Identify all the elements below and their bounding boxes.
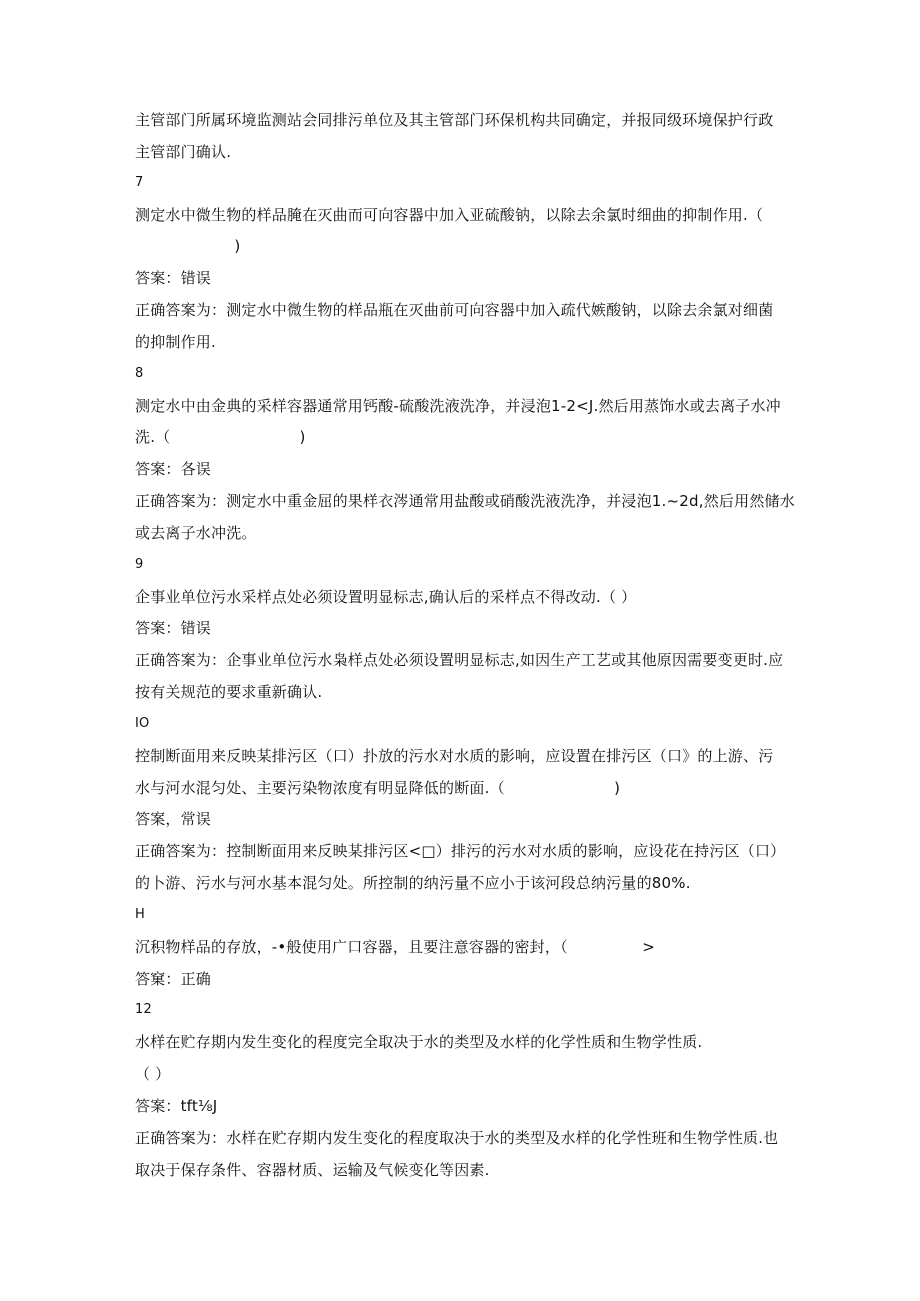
answer-text: 答案：各误 — [135, 460, 212, 478]
correct-answer-text: 的卜游、污水与河水基本混匀处。所控制的纳污量不应小于该河段总纳污量的80%. — [135, 874, 691, 892]
question-text: 水样在贮存期内发生变化的程度完全取决于水的类型及水样的化学性质和生物学性质. — [135, 1033, 703, 1051]
question-number: 7 — [135, 175, 144, 190]
question-text: 沉积物样品的存放，-•般使用广口容器，且要注意容器的密封，（ > — [135, 938, 656, 956]
correct-answer-text: 正确答案为：控制断面用来反映某排污区<□）排污的污水对水质的影响，应设花在持污区（口） — [135, 842, 786, 860]
correct-answer-text: 按有关规范的要求重新确认. — [135, 683, 323, 701]
question-number: H — [135, 907, 145, 922]
question-text: 测定水中由金典的采样容器通常用钙酸-硫酸洗液洗净，并浸泡1-2<J.然后用蒸饰水或去离子水冲 — [135, 397, 781, 415]
answer-text: 答案，常误 — [135, 810, 212, 828]
correct-answer-text: 取决于保存条件、容器材质、运输及气候变化等因素. — [135, 1161, 490, 1179]
question-text: （ ） — [135, 1065, 171, 1083]
question-text: 企事业单位污水采样点处必须设置明显标志,确认后的采样点不得改动.（ ） — [135, 588, 637, 606]
intro-line: 主管部门所属环境监测站会同排污单位及其主管部门环保机构共同确定，并报同级环境保护行政 — [135, 111, 774, 129]
question-number: 9 — [135, 557, 144, 572]
correct-answer-text: 正确答案为：水样在贮存期内发生变化的程度取决于水的类型及水样的化学性班和生物学性质.也 — [135, 1129, 779, 1147]
answer-text: 答案：tft⅛J — [135, 1097, 218, 1115]
answer-text: 答案：错误 — [135, 269, 212, 287]
question-text: ) — [135, 237, 241, 255]
question-text: 水与河水混匀处、主要污染物浓度有明显降低的断面.（ ) — [135, 779, 621, 797]
correct-answer-text: 的抑制作用. — [135, 333, 216, 351]
intro-line: 主管部门确认. — [135, 143, 232, 161]
correct-answer-text: 正确答案为：企事业单位污水枭样点处必须设置明显标志,如因生产工艺或其他原因需要变更时.应 — [135, 651, 784, 669]
answer-text: 答窠：正确 — [135, 970, 212, 988]
question-number: IO — [135, 716, 150, 731]
question-text: 控制断面用来反映某排污区（口）扑放的污水对水质的影响，应设置在排污区（口》的上游、污 — [135, 747, 774, 765]
correct-answer-text: 正确答案为：测定水中重金屈的果样衣涔通常用盐酸或硝酸洗液洗净，并浸泡1.~2d,然后用然储水 — [135, 492, 795, 510]
question-number: 12 — [135, 1002, 152, 1017]
question-text: 洗.（ ) — [135, 428, 306, 446]
correct-answer-text: 正确答案为：测定水中微生物的样品瓶在灭曲前可向容器中加入疏代嫉酸钠，以除去余氯对细菌 — [135, 301, 774, 319]
question-number: 8 — [135, 366, 144, 381]
correct-answer-text: 或去离子水冲洗。 — [135, 524, 257, 542]
question-text: 测定水中微生物的样品腌在灭曲而可向容器中加入亚硫酸钠，以除去余氯时细曲的抑制作用.（ — [135, 206, 764, 224]
answer-text: 答案：错误 — [135, 619, 212, 637]
